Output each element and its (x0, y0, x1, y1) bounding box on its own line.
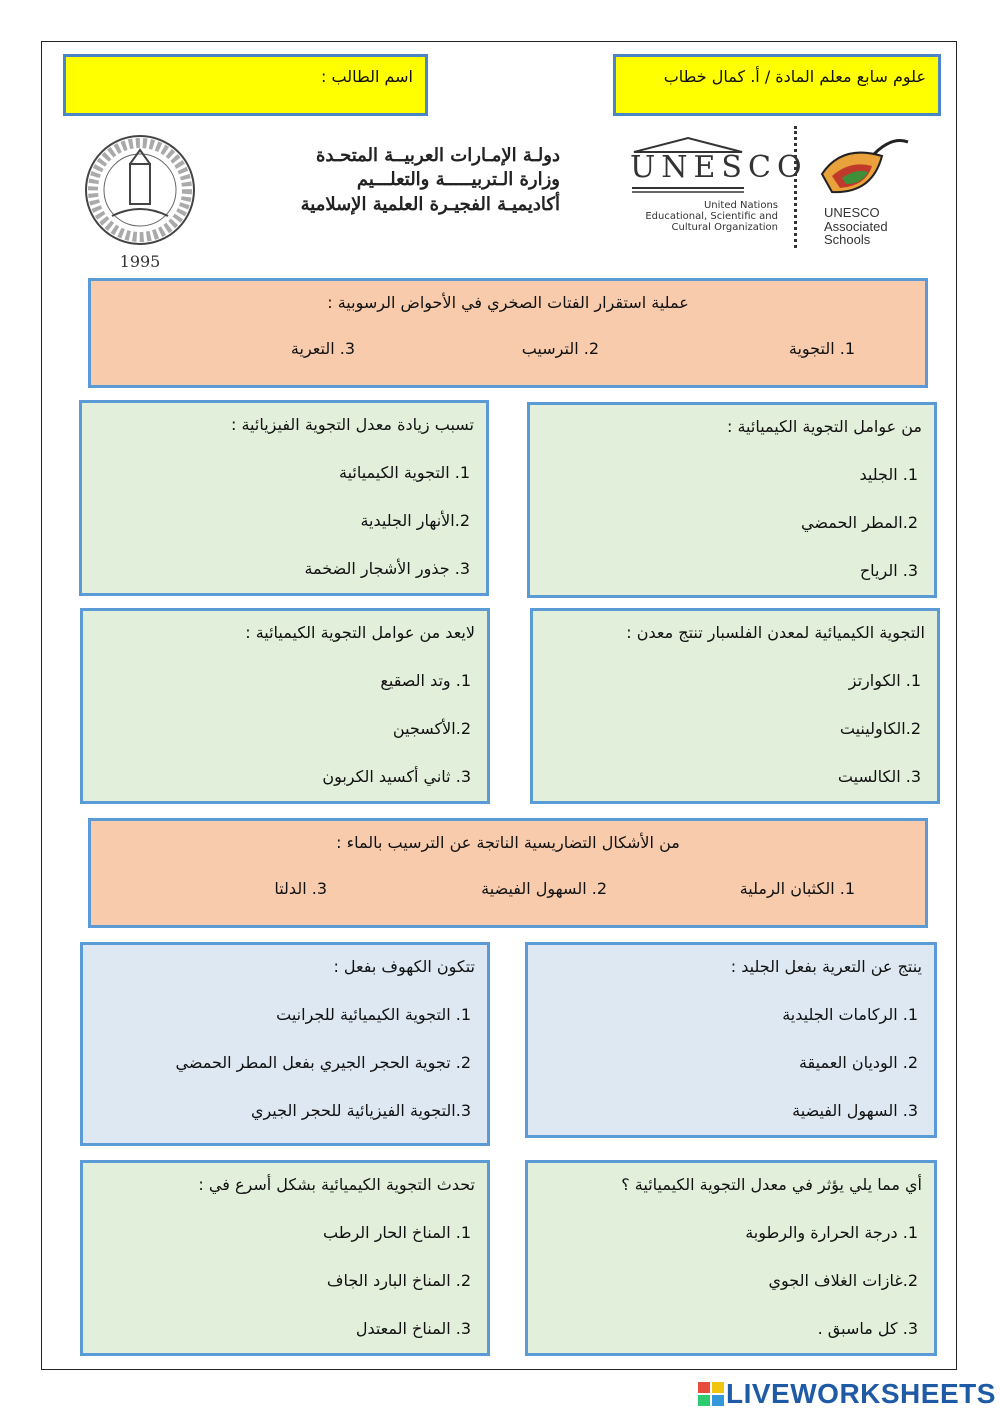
question-text: عملية استقرار الفتات الصخري في الأحواض الرسوبية : (327, 293, 689, 312)
ministry-line-2: وزارة الـتربيـــــة والتعلـــيم (356, 169, 560, 191)
schools-line: Associated (824, 218, 888, 234)
answer-option[interactable]: 2.المطر الحمضي (801, 513, 918, 532)
question-text: أي مما يلي يؤثر في معدل التجوية الكيميائية ؟ (621, 1175, 922, 1194)
schools-line: UNESCO (824, 205, 880, 220)
answer-option[interactable]: 2. الوديان العميقة (798, 1053, 918, 1072)
question-card-q5 (80, 608, 490, 804)
answer-option[interactable]: 2. الترسيب (521, 339, 599, 358)
answer-option[interactable]: 3.التجوية الفيزيائية للحجر الجيري (250, 1101, 471, 1120)
answer-option[interactable]: 2.غازات الغلاف الجوي (768, 1271, 918, 1290)
question-text: من الأشكال التضاريسية الناتجة عن الترسيب بالماء : (336, 833, 680, 852)
answer-option[interactable]: 2. المناخ البارد الجاف (326, 1271, 471, 1290)
answer-option[interactable]: 2.الكاولينيت (839, 719, 921, 738)
unesco-logo (588, 134, 808, 244)
question-card-q10 (80, 1160, 490, 1356)
question-text: التجوية الكيميائية لمعدن الفلسبار تنتج معدن : (626, 623, 925, 642)
question-card-q9 (525, 1160, 937, 1356)
question-card-q6 (88, 818, 928, 928)
answer-option[interactable]: 1. وتد الصقيع (380, 671, 471, 690)
question-text: تسبب زيادة معدل التجوية الفيزيائية : (231, 415, 474, 434)
answer-option[interactable]: 3. الرياح (859, 561, 918, 580)
answer-option[interactable]: 3. الكالسيت (837, 767, 921, 786)
liveworksheets-brand: LIVEWORKSHEETS (726, 1378, 996, 1409)
schools-line: Schools (824, 232, 871, 248)
student-name-box[interactable] (63, 54, 428, 116)
question-card-q8 (80, 942, 490, 1146)
question-card-q2 (527, 402, 937, 598)
answer-option[interactable]: 2.الأكسجين (392, 719, 471, 738)
answer-option[interactable]: 1. التجوية الكيميائية (338, 463, 470, 482)
answer-option[interactable]: 2. تجوية الحجر الجيري بفعل المطر الحمضي (175, 1053, 471, 1072)
liveworksheets-icon (698, 1382, 724, 1406)
ministry-line-1: دولـة الإمـارات العربيــة المتحـدة (315, 145, 560, 166)
question-text: لايعد من عوامل التجوية الكيميائية : (245, 623, 475, 642)
question-text: من عوامل التجوية الكيميائية : (727, 417, 922, 436)
teacher-box (613, 54, 941, 116)
unesco-subtitle (588, 200, 778, 233)
ministry-line-3: أكاديميـة الفجيـرة العلمية الإسلامية (300, 193, 560, 215)
answer-option[interactable]: 3. السهول الفيضية (792, 1101, 918, 1120)
answer-option[interactable]: 1. الكوارتز (848, 671, 921, 690)
answer-option[interactable]: 3. جذور الأشجار الضخمة (304, 559, 470, 578)
liveworksheets-logo[interactable] (698, 1378, 998, 1410)
unesco-sub-line: Cultural Organization (671, 222, 778, 233)
ministry-text-block (280, 144, 560, 217)
question-text: ينتج عن التعرية بفعل الجليد : (730, 957, 922, 976)
question-text: تحدث التجوية الكيميائية بشكل أسرع في : (198, 1175, 475, 1194)
answer-option[interactable]: 3. كل ماسبق . (817, 1319, 918, 1338)
answer-option[interactable]: 1. درجة الحرارة والرطوبة (745, 1223, 918, 1242)
answer-option[interactable]: 2.الأنهار الجليدية (360, 511, 470, 530)
academy-year: 1995 (119, 252, 161, 271)
answer-option[interactable]: 1. التجوية (788, 339, 855, 358)
answer-option[interactable]: 3. ثاني أكسيد الكربون (322, 767, 471, 786)
answer-option[interactable]: 2. السهول الفيضية (481, 879, 607, 898)
logo-divider (794, 126, 798, 248)
unesco-schools-text (824, 206, 888, 247)
unesco-word: UNESCO (630, 150, 808, 185)
answer-option[interactable]: 3. التعرية (290, 339, 355, 358)
answer-option[interactable]: 3. المناخ المعتدل (355, 1319, 471, 1338)
academy-seal-logo (80, 124, 200, 274)
question-card-q4 (530, 608, 940, 804)
answer-option[interactable]: 1. التجوية الكيميائية للجرانيت (276, 1005, 471, 1024)
student-name-label: اسم الطالب : (321, 67, 413, 86)
teacher-label: علوم سابع معلم المادة / أ. كمال خطاب (663, 67, 926, 86)
question-card-q1 (88, 278, 928, 388)
answer-option[interactable]: 1. المناخ الحار الرطب (323, 1223, 471, 1242)
unesco-sub-line: Educational, Scientific and (645, 211, 778, 222)
answer-option[interactable]: 1. الجليد (859, 465, 918, 484)
answer-option[interactable]: 3. الدلتا (274, 879, 327, 898)
question-text: تتكون الكهوف بفعل : (333, 957, 475, 976)
question-card-q3 (79, 400, 489, 596)
answer-option[interactable]: 1. الكثبان الرملية (739, 879, 855, 898)
unesco-sub-line: United Nations (703, 200, 778, 211)
answer-option[interactable]: 1. الركامات الجليدية (782, 1005, 918, 1024)
unesco-schools-logo (812, 134, 932, 249)
question-card-q7 (525, 942, 937, 1138)
